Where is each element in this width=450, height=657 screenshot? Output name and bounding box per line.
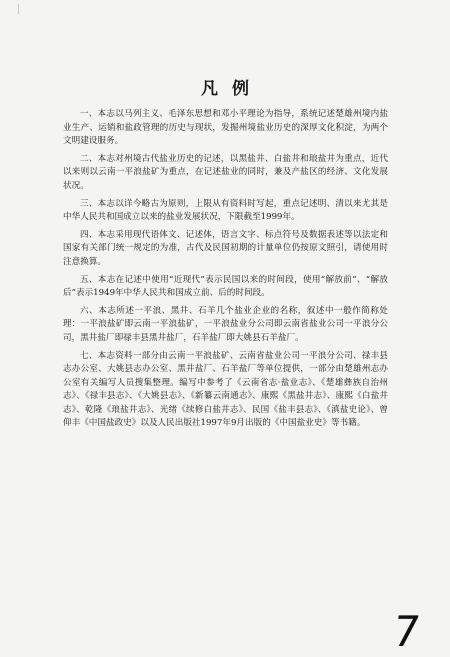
guideline-paragraph-6: 六、本志所述一平浪、黑井、石羊几个盐业企业的名称，叙述中一般作简称处理：一平浪盐矿即云南一平浪盐矿，一平浪盐业分公司即云南省盐业公司一平浪分公司，黑井盐厂即禄丰县黑井盐厂，石羊盐厂即大姚县石羊盐厂。 bbox=[63, 305, 388, 343]
guideline-paragraph-2: 二、本志对州境古代盐业历史的记述，以黑盐井、白盐井和琅盐井为重点，近代以来则以云南一平浪盐矿为重点，在记述盐业的同时，兼及产盐区的经济、文化发展状况。 bbox=[63, 153, 388, 191]
guideline-paragraph-5: 五、本志在记述中使用“近现代”表示民国以来的时间段，使用“解放前”、“解放后”表示1949年中华人民共和国成立前、后的时间段。 bbox=[63, 274, 388, 299]
page-number: 7 bbox=[389, 607, 424, 656]
guideline-paragraph-3: 三、本志以详今略古为原则，上限从有资料时写起，重点记述明、清以来尤其是中华人民共和国成立以来的盐业发展状况，下限截至1999年。 bbox=[63, 198, 388, 223]
guideline-paragraph-4: 四、本志采用现代语体文、记述体，语言文字、标点符号及数据表述等以法定和国家有关部门统一规定的为准，古代及民国初期的计量单位仍按原文照引，请使用时注意换算。 bbox=[63, 229, 388, 267]
guidelines-body bbox=[63, 108, 388, 435]
scan-edge-mark bbox=[18, 4, 25, 14]
guideline-paragraph-7: 七、本志资料一部分由云南一平浪盐矿、云南省盐业公司一平浪分公司、禄丰县志办公室、大姚县志办公室、黑井盐厂、石羊盐厂等单位提供，一部分由楚雄州志办公室有关编写人员搜集整理。编写中参考了《云南省志·盐业志》、《楚雄彝族自治州志》、《禄丰县志》、《大姚县志》、《新纂云南通志》、康熙《黑盐井志》、康熙《白盐井志》、乾隆《琅盐井志》、光绪《续修白盐井志》、民国《盐丰县志》、《滇盐史论》、曾仰丰《中国盐政史》以及人民出版社1997年9月出版的《中国盐业史》等书籍。 bbox=[63, 350, 388, 429]
guideline-paragraph-1: 一、本志以马列主义、毛泽东思想和邓小平理论为指导，系统记述楚雄州境内盐业生产、运销和盐政管理的历史与现状，发掘州境盐业历史的深厚文化积淀，为两个文明建设服务。 bbox=[63, 109, 388, 147]
page-title: 凡例 bbox=[201, 79, 263, 99]
